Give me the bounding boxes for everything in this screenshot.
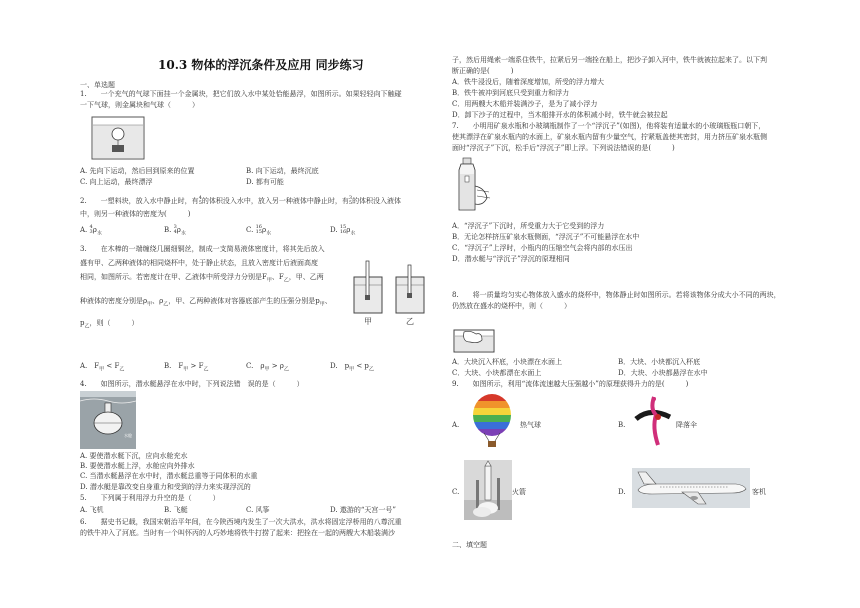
q9-option-c-label[interactable]: 火箭 (512, 488, 526, 496)
airliner-icon[interactable] (632, 468, 750, 508)
q3-label-yi: 乙 (406, 317, 414, 326)
q7-stem-line3: 面时“浮沉子”下沉，松手后“浮沉子”即上浮。下列说法错误的是( ) (452, 144, 675, 152)
q9-option-a-letter[interactable]: A. (452, 421, 460, 429)
q6-option-b[interactable]: B．铁牛被冲到河底只受到重力和浮力 (452, 89, 570, 97)
page-title: 10.3 物体的浮沉条件及应用 同步练习 (158, 58, 364, 72)
q1-option-a[interactable]: A. 先向下运动，然后回到原来的位置 (80, 167, 195, 175)
q1-option-b[interactable]: B. 向下运动，最终沉底 (246, 167, 319, 175)
q8-option-d[interactable]: D．大块、小块都悬浮在水中 (618, 369, 708, 377)
q7-option-d[interactable]: D．潜水艇与“浮沉子”浮沉的原理相同 (452, 255, 570, 263)
q2-stem-part3: 的体积没入液体 (352, 197, 402, 205)
q3-stem-line1: 3. 在木棒的一端缠绕几圈细铜丝，制成一支简易液体密度计，将其先后放入 (80, 245, 325, 253)
q9-option-d-letter[interactable]: D. (618, 488, 626, 496)
q2-option-b[interactable]: B. 3 $4\rho_水$ (164, 224, 186, 237)
q6-option-c[interactable]: C．用两艘大木船并装满沙子，是为了减小浮力 (452, 100, 598, 108)
q2-frac1-num: 4 (198, 195, 202, 201)
section-heading-fill-blank: 二、填空题 (452, 541, 487, 549)
q7-option-b[interactable]: B．无论怎样挤压矿泉水瓶侧面，“浮沉子”不可能悬浮在水中 (452, 233, 640, 241)
q2-stem-part1: 2. 一塑料块，放入水中静止时，有 (80, 197, 199, 205)
q6-stem-line2: 的铁牛冲入了河底。当时有一个叫怀丙的人巧妙地将铁牛打捞了起来：把拴在一起的两艘大木船装满沙 (80, 529, 395, 537)
q3-option-b[interactable]: B. $F_甲 > F_乙$ (164, 362, 209, 373)
q8-option-c[interactable]: C．大块、小块都漂在水面上 (452, 369, 542, 377)
q6-stem-line4: 断正确的是( ) (452, 67, 514, 75)
q6-option-a[interactable]: A．铁牛浸没后，随着深度增加，所受的浮力增大 (452, 78, 605, 86)
q2-stem-line1 (80, 196, 401, 206)
q7-stem-line2: 使其漂浮在矿泉水瓶内的水面上，矿泉水瓶内留有少量空气，拧紧瓶盖使其密封，用力挤压矿泉水瓶侧 (452, 133, 767, 141)
q1-option-c[interactable]: C. 向上运动，最终漂浮 (80, 178, 153, 186)
q3-stem-line5: $p_乙$，则（ ） (80, 319, 139, 330)
q3-stem-line3: 相同，如图所示。若密度计在甲、乙液体中所受浮力分别是$F_甲$、$F_乙$，甲、乙两 (80, 273, 324, 284)
q1-option-d[interactable]: D. 都有可能 (246, 178, 284, 186)
q3-stem-line4: 种液体的密度分别是$\rho_甲$、$\rho_乙$，甲、乙两种液体对容器底部产生的压强分别是$p_甲$、 (80, 297, 332, 308)
q5-stem: 5. 下列属于利用浮力升空的是（ ） (80, 494, 220, 502)
q9-option-c-letter[interactable]: C. (452, 488, 460, 496)
q1-beaker-figure (90, 113, 146, 161)
q8-stem-line1: 8. 将一质量均匀实心物体放入盛水的烧杯中，物体静止时如图所示。若将该物体分成大小不同的两块， (452, 291, 781, 299)
q2-stem-line2: 中，则另一种液体的密度为( ) (80, 210, 191, 218)
q6-stem-line1: 6. 据史书记载，我国宋朝治平年间，在今陕西境内发生了一次大洪水，洪水将固定浮桥用的八尊沉重 (80, 518, 402, 526)
q4-option-d[interactable]: D. 潜水艇是靠改变自身重力和受到的浮力来实现浮沉的 (80, 483, 251, 491)
q5-option-d[interactable]: D. 遨游的“天宫一号” (330, 506, 396, 514)
q6-stem-line3: 子，然后用绳索一端系住铁牛，拉紧后另一端拴在船上，把沙子卸入河中，铁牛就被拉起来了。以下判 (452, 56, 767, 64)
q1-stem-line1: 1. 一个充气的气球下面挂一个金属块，把它们放入水中某处恰能悬浮，如图所示。如果轻轻向下触碰 (80, 90, 402, 98)
q9-option-b-letter[interactable]: B. (618, 421, 626, 429)
q1-stem-line2: 一下气球，则金属块和气球（ ） (80, 101, 199, 109)
q2-frac2-den: 5 (348, 200, 353, 206)
q2-option-d[interactable]: D. 15 $16\rho_水$ (330, 224, 356, 237)
rocket-icon[interactable] (464, 460, 512, 520)
q9-option-d-label[interactable]: 客机 (752, 488, 766, 496)
q3-label-jia: 甲 (364, 317, 372, 326)
q4-option-a[interactable]: A. 要使潜水艇下沉，应向水舱充水 (80, 452, 188, 460)
q2-frac1-den: 5 (198, 200, 202, 206)
q3-hydrometer-figure (350, 257, 440, 329)
q7-stem-line1: 7. 小明用矿泉水瓶和小玻璃瓶制作了一个“浮沉子”(如图)，他将装有适量水的小玻璃瓶瓶口朝下， (452, 122, 766, 130)
q9-option-b-label[interactable]: 降落伞 (676, 421, 697, 429)
q8-option-b[interactable]: B．大块、小块都沉入杯底 (618, 358, 701, 366)
q3-option-a[interactable]: A. $F_甲 < F_乙$ (80, 362, 125, 373)
q4-option-c[interactable]: C. 当潜水艇悬浮在水中时，潜水艇总重等于同体积的水重 (80, 472, 258, 480)
q3-stem-line2: 盛有甲、乙两种液体的相同烧杯中，处于静止状态，且放入密度计后液面高度 (80, 259, 318, 267)
q4-water-tank-label: 水舱 (124, 433, 132, 438)
q2-frac2-num: 3 (348, 195, 353, 201)
q2-option-c[interactable]: C. 16 $15\rho_水$ (246, 224, 272, 237)
q3-option-c[interactable]: C. $\rho_甲 > \rho_乙$ (246, 362, 289, 373)
q4-submarine-figure (80, 391, 136, 449)
q8-stem-line2: 仍然放在盛水的烧杯中，则（ ） (452, 302, 571, 310)
q2-stem-part2: 的体积没入水中，放入另一种液体中静止时，有 (201, 197, 349, 205)
q4-option-b[interactable]: B. 要使潜水艇上浮，水舱应向外排水 (80, 462, 195, 470)
q6-option-d[interactable]: D．卸下沙子的过程中，当木船排开水的体积减小时，铁牛就会被拉起 (452, 111, 668, 119)
q3-option-d[interactable]: D. $p_甲 < p_乙$ (330, 362, 374, 373)
q5-option-a[interactable]: A. 飞机 (80, 506, 104, 514)
q7-option-a[interactable]: A．“浮沉子”下沉时，所受重力大于它受到的浮力 (452, 222, 605, 230)
q4-stem: 4. 如图所示，潜水艇悬浮在水中时，下列说法错 误的是（ ） (80, 380, 304, 388)
q5-option-b[interactable]: B. 飞艇 (164, 506, 188, 514)
q5-option-c[interactable]: C. 风筝 (246, 506, 270, 514)
q8-beaker-figure (452, 328, 496, 354)
q7-option-c[interactable]: C．“浮沉子”上浮时，小瓶内的压缩空气会将内部的水压出 (452, 244, 633, 252)
q9-option-a-label[interactable]: 热气球 (520, 421, 541, 429)
hot-air-balloon-icon[interactable] (466, 393, 518, 449)
q2-option-a[interactable]: A. 4 $3\rho_水$ (80, 224, 102, 237)
q8-option-a[interactable]: A．大块沉入杯底，小块漂在水面上 (452, 358, 563, 366)
q7-bottle-figure (455, 156, 495, 216)
section-heading-single-choice: 一、单选题 (80, 81, 115, 89)
parachute-icon[interactable] (630, 393, 676, 449)
q9-stem: 9. 如图所示，利用“流体流速越大压强越小”的原理获得升力的是( ) (452, 380, 689, 388)
